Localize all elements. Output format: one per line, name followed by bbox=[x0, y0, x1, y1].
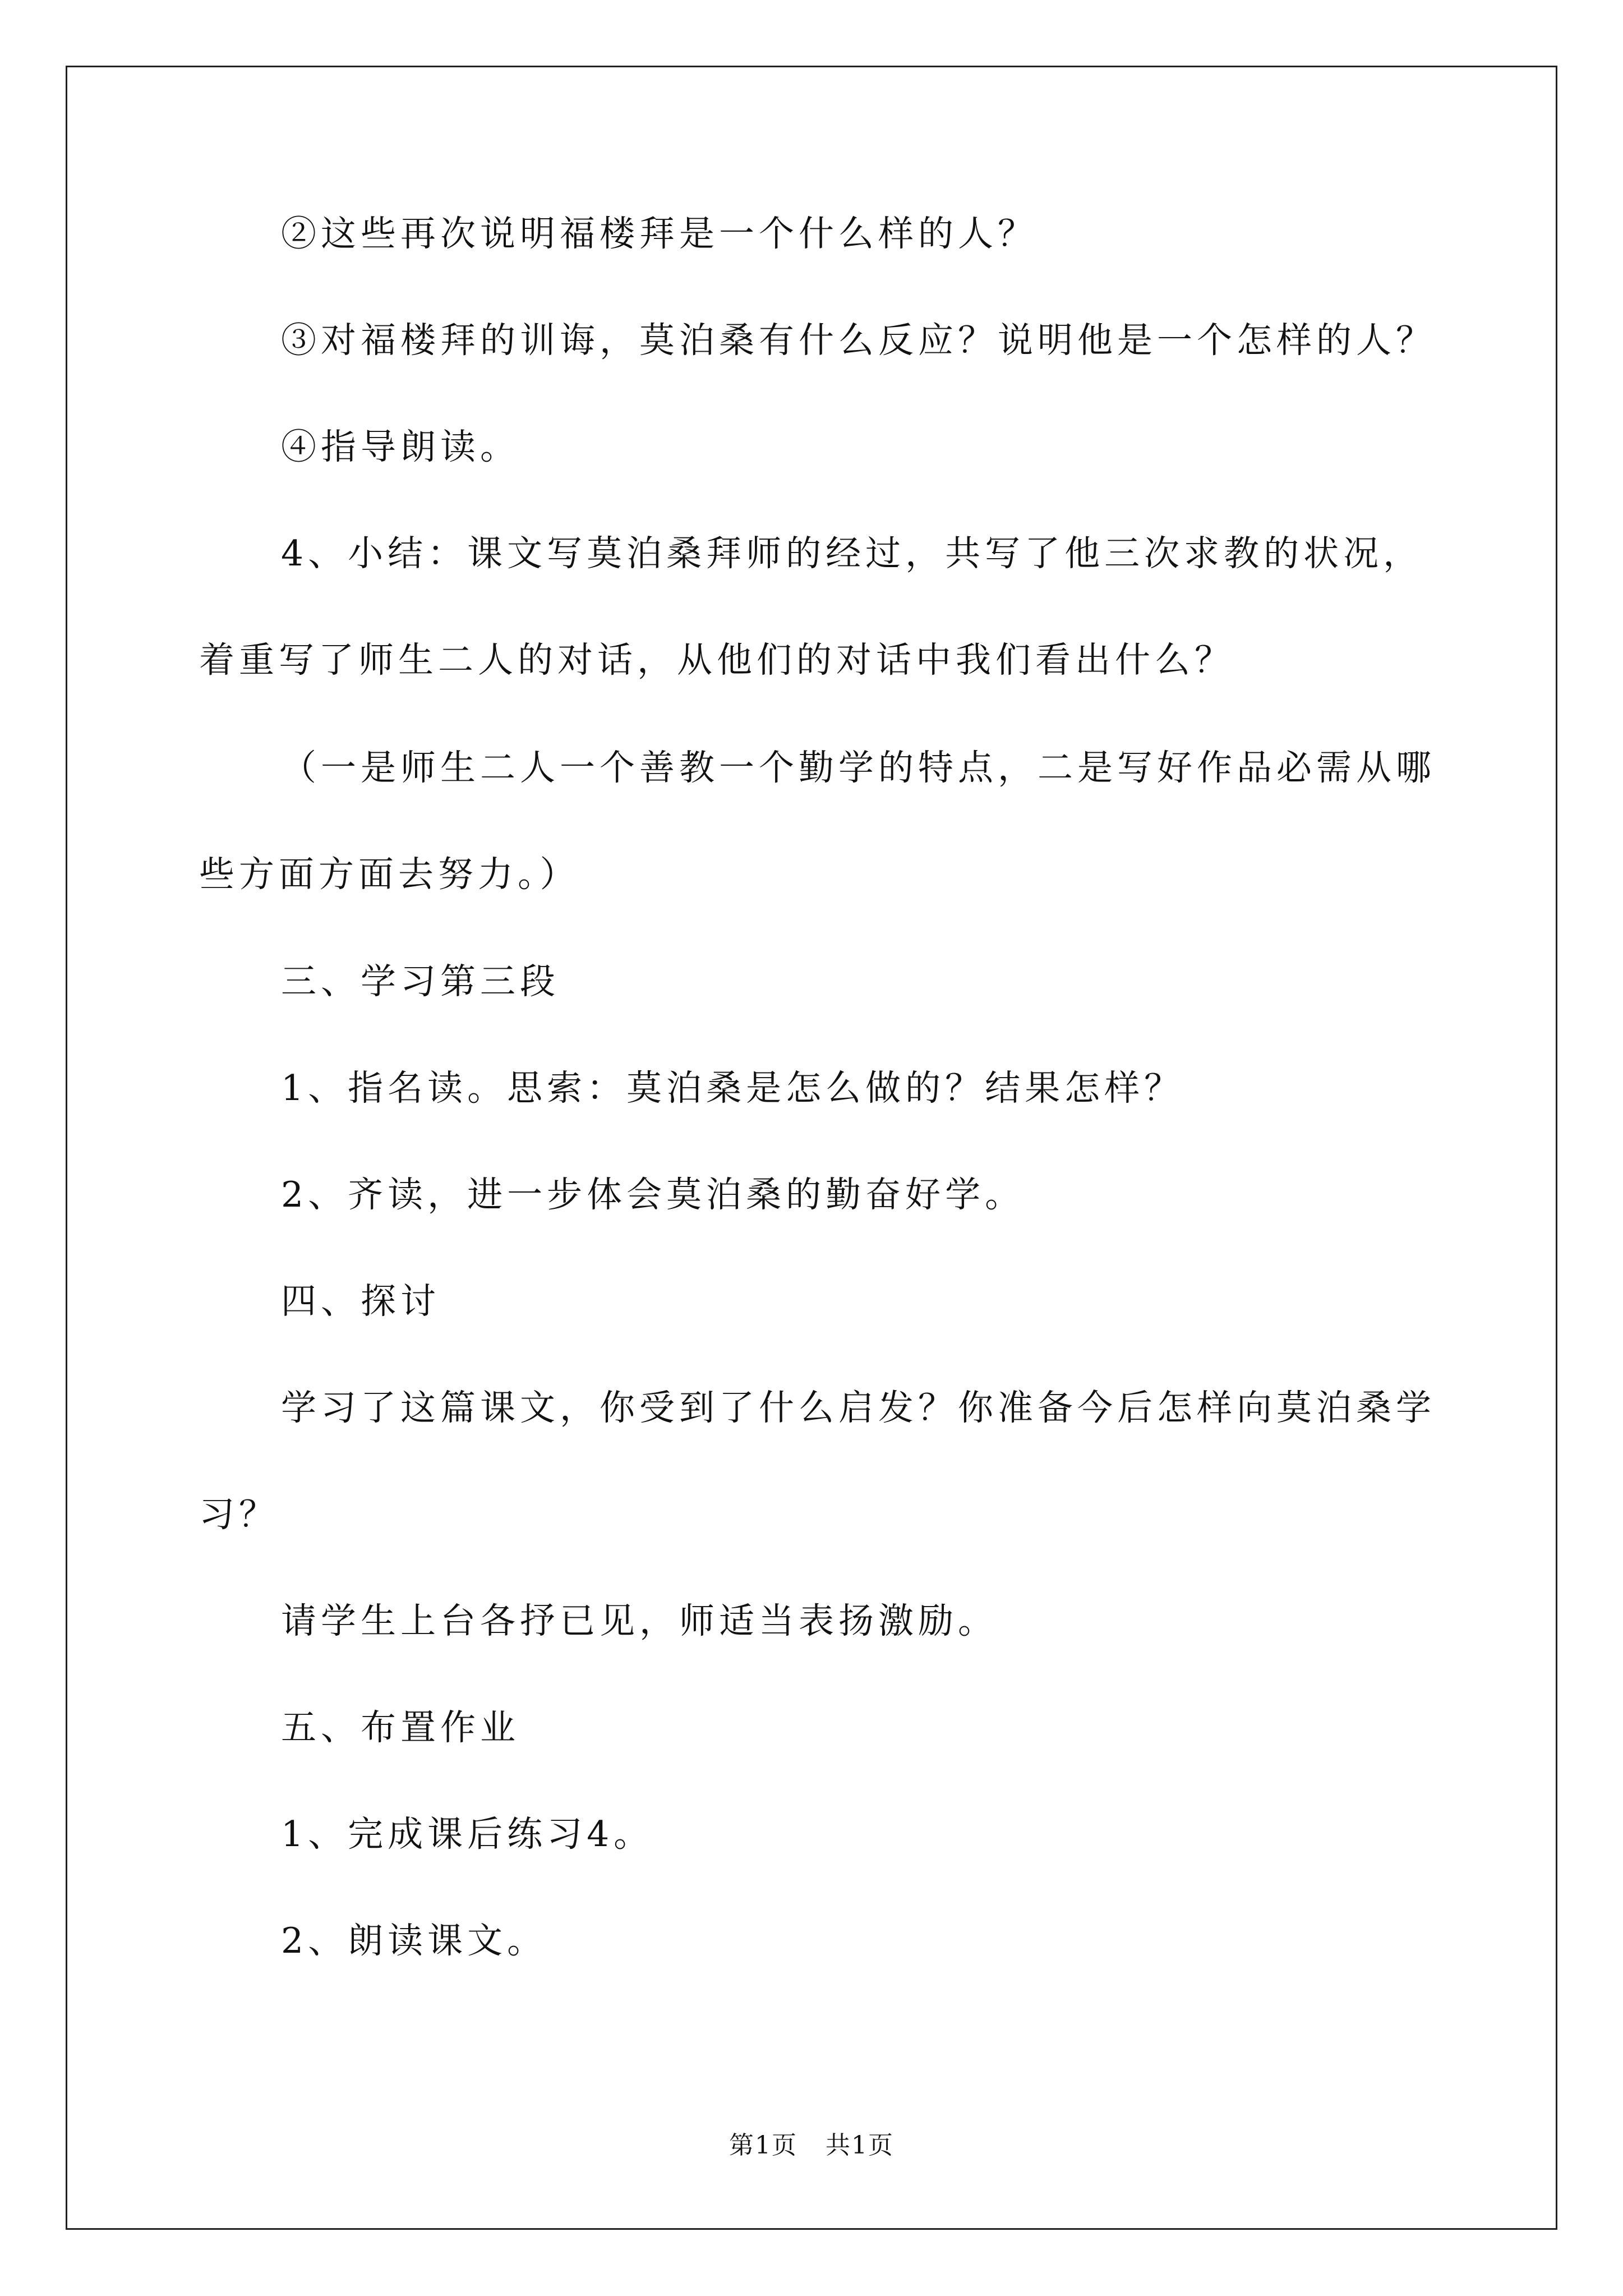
paragraph: ④指导朗读。 bbox=[281, 426, 520, 467]
page-number: 第1页 bbox=[729, 2131, 797, 2160]
section-heading: 三、学习第三段 bbox=[281, 961, 560, 1002]
paragraph: ③对福楼拜的训诲，莫泊桑有什么反应？说明他是一个怎样的人？ bbox=[281, 320, 1436, 361]
paragraph: 1、指名读。思索：莫泊桑是怎么做的？结果怎样？ bbox=[281, 1068, 1184, 1108]
paragraph-line: （一是师生二人一个善教一个勤学的特点，二是写好作品必需从哪些方面方面去努力。） bbox=[199, 747, 1436, 895]
section-heading: 四、探讨 bbox=[281, 1281, 440, 1322]
paragraph: 2、齐读，进一步体会莫泊桑的勤奋好学。 bbox=[281, 1174, 1025, 1215]
page-footer bbox=[0, 2132, 1623, 2160]
section-heading: 五、布置作业 bbox=[281, 1707, 520, 1748]
paragraph-line: 4、小结：课文写莫泊桑拜师的经过，共写了他三次求教的状况，着重写了师生二人的对话，从他们的对话中我们看出什么？ bbox=[199, 533, 1423, 680]
paragraph-line: 学习了这篇课文，你受到了什么启发？你准备今后怎样向莫泊桑学习？ bbox=[199, 1387, 1436, 1535]
paragraph: ②这些再次说明福楼拜是一个什么样的人？ bbox=[281, 213, 1038, 254]
paragraph bbox=[199, 1388, 1438, 1568]
paragraph: 2、朗读课文。 bbox=[281, 1920, 547, 1961]
page-border bbox=[66, 66, 1557, 2230]
paragraph: 请学生上台各抒已见，师适当表扬激励。 bbox=[281, 1600, 998, 1641]
paragraph: 1、完成课后练习4。 bbox=[281, 1814, 654, 1855]
paragraph bbox=[199, 748, 1438, 928]
page-count: 共1页 bbox=[826, 2131, 894, 2160]
paragraph bbox=[199, 534, 1438, 714]
